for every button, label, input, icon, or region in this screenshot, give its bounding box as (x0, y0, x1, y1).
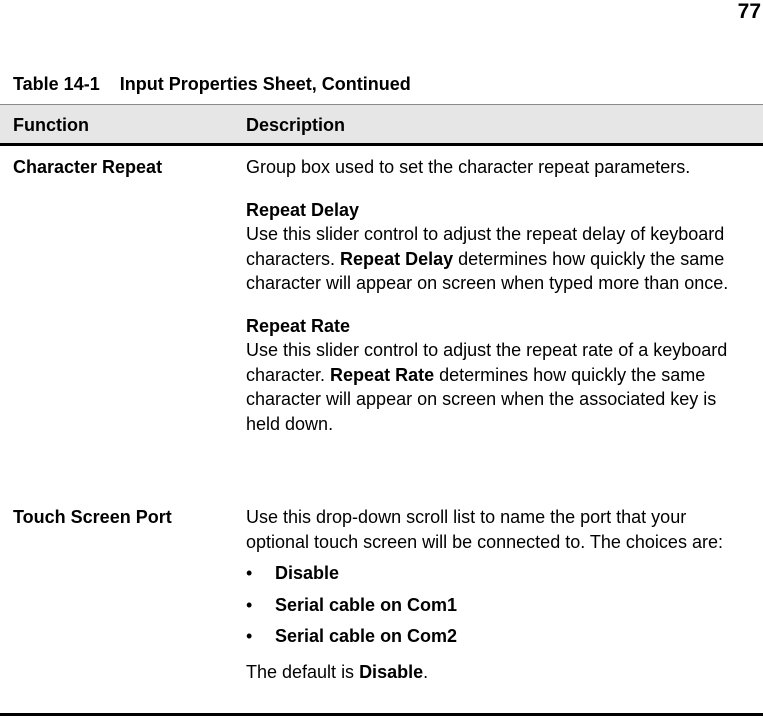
choice-item (246, 624, 754, 649)
table-header-row (0, 104, 763, 146)
header-function: Function (13, 115, 89, 135)
repeat-rate-title: Repeat Rate (246, 315, 351, 336)
repeat-delay-text-before: Use this slider control to adjust the repeat delay of keyboard characters. (246, 224, 725, 269)
default-suffix: . (423, 661, 429, 682)
default-note (246, 660, 754, 685)
default-value: Disable (359, 661, 424, 682)
table-bottom-rule (0, 713, 763, 716)
choice-label: Disable (275, 563, 340, 583)
default-prefix: The default is (246, 661, 360, 682)
character-repeat-intro: Group box used to set the character repeat parameters. (246, 157, 691, 177)
choice-label: Serial cable on Com1 (275, 594, 458, 615)
touch-screen-intro: Use this drop-down scroll list to name the port that your optional touch screen will be connected to. The choices are: (246, 507, 723, 552)
bullet-icon: • (246, 563, 253, 583)
table-caption: Table 14-1 Input Properties Sheet, Continued (13, 74, 411, 94)
repeat-rate-text-before: Use this slider control to adjust the repeat rate of a keyboard character. (246, 340, 728, 385)
repeat-rate-text (246, 338, 754, 436)
repeat-rate-text-after: determines how quickly the same character will appear on screen when the associated key is held down. (246, 364, 717, 434)
repeat-rate-bold-term: Repeat Rate (330, 364, 435, 385)
bullet-icon: • (246, 594, 253, 615)
bullet-icon: • (246, 626, 253, 646)
choice-label: Serial cable on Com2 (275, 626, 458, 646)
repeat-delay-title: Repeat Delay (246, 199, 360, 220)
repeat-delay-bold-term: Repeat Delay (340, 248, 454, 269)
function-touch-screen-port: Touch Screen Port (13, 507, 172, 527)
description-character-repeat (246, 155, 754, 436)
repeat-delay-text (246, 222, 754, 296)
description-touch-screen-port (246, 505, 754, 684)
choice-item (246, 593, 754, 618)
header-description: Description (246, 115, 346, 135)
choice-item (246, 561, 754, 586)
page-number: 77 (737, 0, 761, 23)
function-character-repeat: Character Repeat (13, 157, 163, 177)
repeat-delay-text-after: determines how quickly the same character will appear on screen when typed more than once. (246, 248, 729, 293)
